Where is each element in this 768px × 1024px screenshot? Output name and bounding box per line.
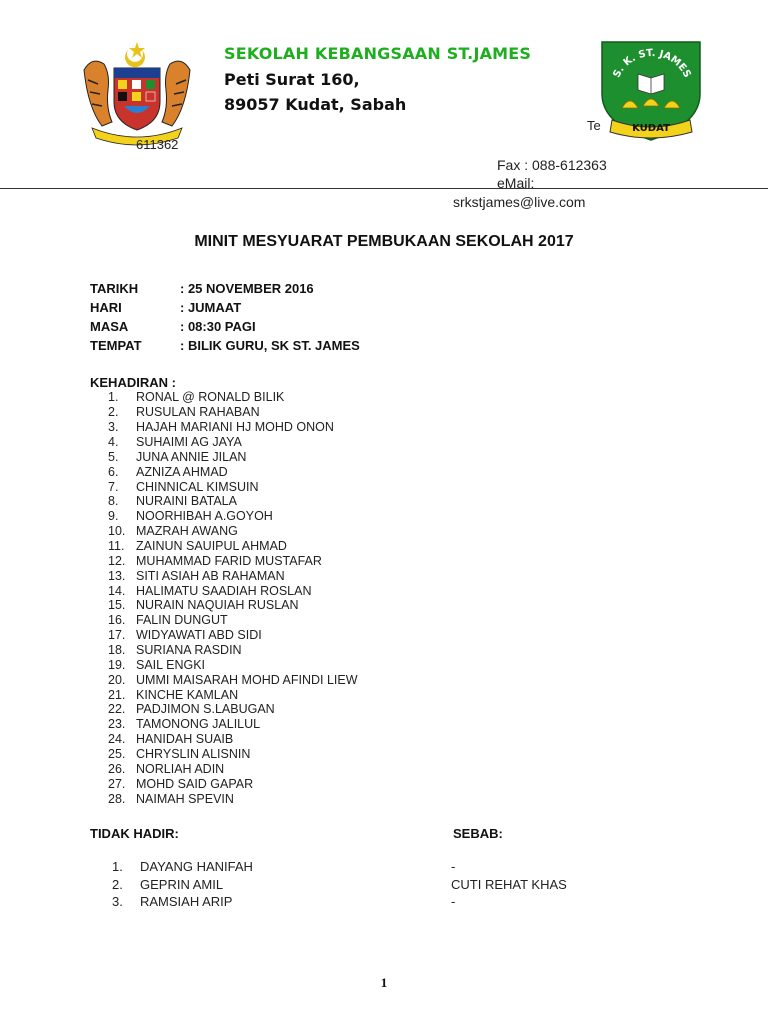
- list-number: 20.: [108, 673, 126, 687]
- list-number: 28.: [108, 792, 126, 806]
- list-number: 24.: [108, 732, 126, 746]
- attendee-name: UMMI MAISARAH MOHD AFINDI LIEW: [136, 673, 358, 687]
- list-item: [108, 613, 228, 627]
- list-number: 1.: [108, 390, 119, 404]
- list-item: [108, 435, 242, 449]
- attendee-name: MAZRAH AWANG: [136, 524, 238, 538]
- list-item: [108, 732, 233, 746]
- list-number: 22.: [108, 702, 126, 716]
- attendee-name: NOORHIBAH A.GOYOH: [136, 509, 273, 523]
- list-number: 11.: [108, 539, 125, 553]
- attendee-name: NURAIN NAQUIAH RUSLAN: [136, 598, 299, 612]
- attendee-name: FALIN DUNGUT: [136, 613, 228, 627]
- attendee-name: TAMONONG JALILUL: [136, 717, 261, 731]
- list-number: 3.: [112, 894, 123, 909]
- list-item: [108, 762, 224, 776]
- meta-row-tempat: [90, 338, 360, 353]
- school-logo-text-top: S. K. ST. JAMES: [611, 47, 693, 80]
- attendee-name: SUHAIMI AG JAYA: [136, 435, 242, 449]
- attendee-name: SITI ASIAH AB RAHAMAN: [136, 569, 285, 583]
- attendee-name: MOHD SAID GAPAR: [136, 777, 254, 791]
- telephone-prefix: Te: [587, 118, 601, 133]
- list-item: [108, 554, 322, 568]
- school-logo: [596, 34, 706, 142]
- list-item: [108, 702, 275, 716]
- list-number: 21.: [108, 688, 126, 702]
- attendee-name: WIDYAWATI ABD SIDI: [136, 628, 262, 642]
- attendee-name: PADJIMON S.LABUGAN: [136, 702, 275, 716]
- list-number: 15.: [108, 598, 126, 612]
- document-title: MINIT MESYUARAT PEMBUKAAN SEKOLAH 2017: [194, 233, 574, 250]
- page-number: 1: [380, 975, 388, 990]
- list-item: [108, 673, 358, 687]
- list-number: 18.: [108, 643, 126, 657]
- attendee-name: SAIL ENGKI: [136, 658, 206, 672]
- attendee-name: HAJAH MARIANI HJ MOHD ONON: [136, 420, 334, 434]
- list-number: 27.: [108, 777, 126, 791]
- email-label: eMail:: [497, 175, 535, 191]
- absent-list-item: [112, 877, 223, 892]
- attendee-name: HANIDAH SUAIB: [136, 732, 234, 746]
- list-number: 14.: [108, 584, 126, 598]
- meta-key: MASA: [90, 319, 129, 334]
- school-name: SEKOLAH KEBANGSAAN ST.JAMES: [224, 44, 532, 63]
- attendee-name: CHRYSLIN ALISNIN: [136, 747, 251, 761]
- header-divider: [0, 188, 768, 189]
- absent-list-item: [112, 859, 253, 874]
- meta-value: : 08:30 PAGI: [180, 319, 256, 334]
- attendee-name: HALIMATU SAADIAH ROSLAN: [136, 584, 312, 598]
- absent-name: RAMSIAH ARIP: [140, 894, 233, 909]
- meta-key: TEMPAT: [90, 338, 142, 353]
- list-item: [108, 643, 242, 657]
- attendee-name: JUNA ANNIE JILAN: [136, 450, 247, 464]
- list-item: [108, 465, 228, 479]
- list-number: 4.: [108, 435, 119, 449]
- coat-of-arms-logo: [78, 40, 196, 148]
- list-number: 2.: [108, 405, 119, 419]
- list-item: [108, 450, 246, 464]
- list-number: 19.: [108, 658, 126, 672]
- absent-name: DAYANG HANIFAH: [140, 859, 253, 874]
- absent-name: GEPRIN AMIL: [140, 877, 224, 892]
- meta-value: : BILIK GURU, SK ST. JAMES: [180, 338, 360, 353]
- list-item: [108, 480, 258, 494]
- absent-list-item: [112, 894, 232, 909]
- meta-row-masa: [90, 319, 256, 334]
- list-item: [108, 569, 285, 583]
- meta-row-hari: [90, 300, 241, 315]
- reason-heading: SEBAB:: [453, 826, 503, 841]
- meta-key: TARIKH: [90, 281, 139, 296]
- attendee-name: SURIANA RASDIN: [136, 643, 242, 657]
- list-item: [108, 688, 238, 702]
- attendance-heading: KEHADIRAN :: [90, 375, 176, 390]
- list-number: 17.: [108, 628, 126, 642]
- list-item: [108, 792, 234, 806]
- list-number: 9.: [108, 509, 119, 523]
- list-item: [108, 539, 287, 553]
- list-item: [108, 584, 312, 598]
- school-logo-text-bottom: KUDAT: [632, 123, 670, 134]
- attendee-name: NURAINI BATALA: [136, 494, 237, 508]
- list-number: 6.: [108, 465, 119, 479]
- fax-number: Fax : 088-612363: [497, 157, 607, 173]
- list-item: [108, 405, 260, 419]
- list-item: [108, 390, 284, 404]
- address-line-1: Peti Surat 160,: [224, 70, 360, 89]
- list-item: [108, 747, 250, 761]
- list-number: 5.: [108, 450, 119, 464]
- attendee-name: CHINNICAL KIMSUIN: [136, 480, 259, 494]
- list-item: [108, 717, 260, 731]
- list-number: 25.: [108, 747, 126, 761]
- list-number: 7.: [108, 480, 119, 494]
- email-address: srkstjames@live.com: [453, 194, 586, 210]
- address-line-2: 89057 Kudat, Sabah: [224, 95, 407, 114]
- attendee-name: RONAL @ RONALD BILIK: [136, 390, 285, 404]
- absent-heading: TIDAK HADIR:: [90, 826, 179, 841]
- attendee-name: NAIMAH SPEVIN: [136, 792, 234, 806]
- list-number: 13.: [108, 569, 126, 583]
- list-number: 2.: [112, 877, 123, 892]
- telephone-number: 611362: [136, 137, 179, 152]
- meta-value: : JUMAAT: [180, 300, 242, 315]
- list-item: [108, 420, 334, 434]
- attendee-name: ZAINUN SAUIPUL AHMAD: [136, 539, 287, 553]
- list-number: 26.: [108, 762, 126, 776]
- list-item: [108, 777, 253, 791]
- attendee-name: MUHAMMAD FARID MUSTAFAR: [136, 554, 322, 568]
- meta-value: : 25 NOVEMBER 2016: [180, 281, 314, 296]
- attendee-name: RUSULAN RAHABAN: [136, 405, 260, 419]
- list-number: 8.: [108, 494, 119, 508]
- attendee-name: NORLIAH ADIN: [136, 762, 225, 776]
- attendee-name: KINCHE KAMLAN: [136, 688, 239, 702]
- absent-reason: -: [451, 859, 456, 874]
- absent-reason: CUTI REHAT KHAS: [451, 877, 567, 892]
- list-item: [108, 509, 273, 523]
- absent-reason: -: [451, 894, 456, 909]
- list-item: [108, 494, 237, 508]
- list-number: 1.: [112, 859, 123, 874]
- list-number: 3.: [108, 420, 119, 434]
- meta-row-tarikh: [90, 281, 314, 296]
- list-item: [108, 524, 238, 538]
- list-item: [108, 658, 205, 672]
- meta-key: HARI: [90, 300, 122, 315]
- list-item: [108, 628, 262, 642]
- list-number: 10.: [108, 524, 126, 538]
- attendee-name: AZNIZA AHMAD: [136, 465, 228, 479]
- list-number: 23.: [108, 717, 126, 731]
- list-number: 16.: [108, 613, 126, 627]
- list-number: 12.: [108, 554, 126, 568]
- list-item: [108, 598, 299, 612]
